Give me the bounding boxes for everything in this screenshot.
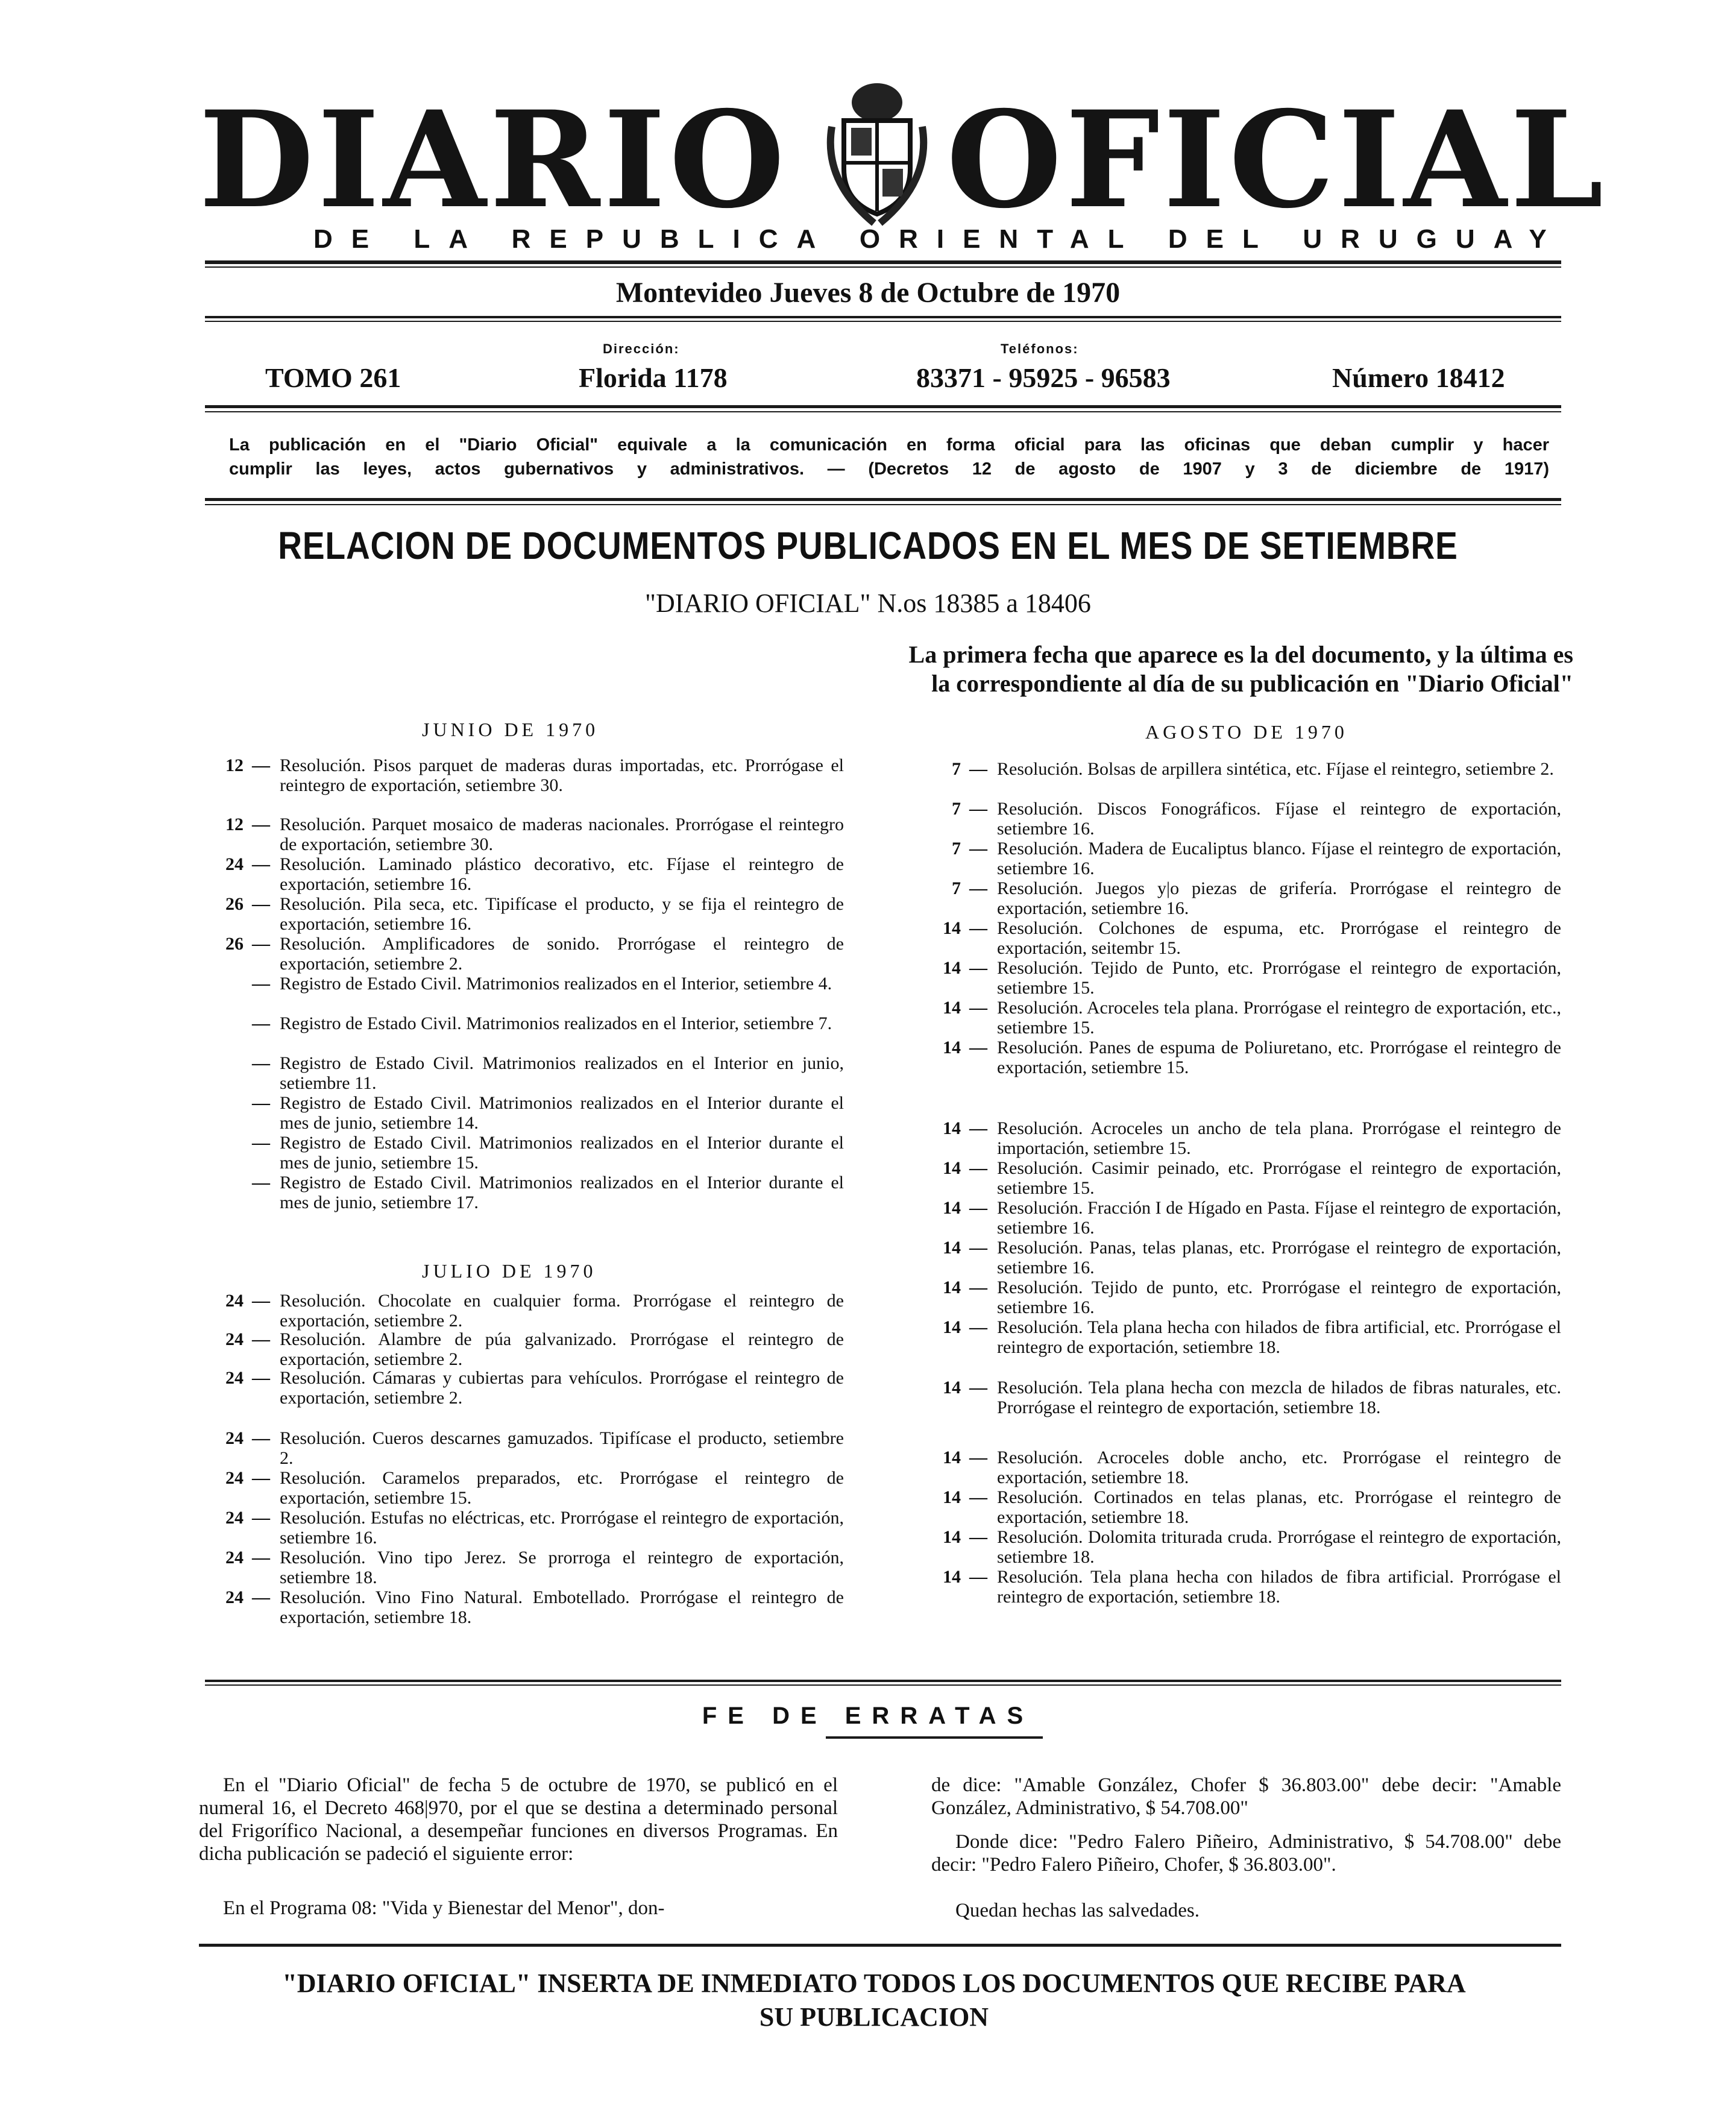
entry-text: Resolución. Bolsas de arpillera sintética, etc. Fíjase el reintegro, setiembre 2. [997,759,1554,779]
entry-text: Resolución. Amplificadores de sonido. Prorrógase el reintegro de exportación, setiembre 2. [280,934,844,974]
relacion-subtitle: "DIARIO OFICIAL" N.os 18385 a 18406 [645,588,1091,618]
entry-dash: — [969,918,987,938]
entry-dash: — [969,839,987,859]
entry-day: 14 [943,1158,961,1178]
rule [826,1736,1043,1739]
entry-day: 14 [943,1567,961,1587]
entry-day: 14 [943,998,961,1018]
entry-day: 26 [225,894,244,914]
entry-text: Registro de Estado Civil. Matrimonios realizados en el Interior, setiembre 7. [280,1013,832,1033]
entry-text: Resolución. Caramelos preparados, etc. Prorrógase el reintegro de exportación, setiembre 15. [280,1468,844,1508]
entry-dash: — [969,958,987,978]
entry-text: Registro de Estado Civil. Matrimonios realizados en el Interior, setiembre 4. [280,974,832,994]
entry-dash: — [252,1093,270,1113]
entry-text: Registro de Estado Civil. Matrimonios realizados en el Interior durante el mes de junio, setiembre 17. [280,1173,844,1212]
month-heading-agosto: AGOSTO DE 1970 [1145,721,1348,743]
erratas-left-p1: En el "Diario Oficial" de fecha 5 de octubre de 1970, se publicó en el numeral 16, el Decreto 468|970, por el que se destina a determinado personal del Frigorífico Nacional, a desempeñar funciones en diversos Programas. En dicha publicación se padeció el siguiente error: [199,1774,838,1865]
entry-text: Resolución. Tela plana hecha con hilados de fibra artificial. Prorrógase el reintegro de exportación, setiembre 18. [997,1567,1561,1607]
telefonos: 83371 - 95925 - 96583 [916,362,1171,393]
entry-dash: — [969,1158,987,1178]
entry-day: 24 [225,1468,244,1488]
rule [205,1680,1561,1682]
rule [205,405,1561,408]
entry-day: 24 [225,1508,244,1528]
numero: Número 18412 [1332,362,1505,393]
entry-text: Resolución. Estufas no eléctricas, etc. Prorrógase el reintegro de exportación, setiembre 16. [280,1508,844,1548]
entry-dash: — [969,1118,987,1138]
entry-dash: — [252,1329,270,1349]
entry-day: 24 [225,1368,244,1388]
entry-text: Resolución. Vino tipo Jerez. Se prorroga el reintegro de exportación, setiembre 18. [280,1548,844,1587]
relacion-note [790,640,1573,698]
entry-dash: — [969,1527,987,1547]
rule [205,260,1561,264]
entry-text: Resolución. Juegos y|o piezas de grifería. Prorrógase el reintegro de exportación, setiembre 16. [997,878,1561,918]
entry-dash: — [969,799,987,819]
entry-day: 14 [943,958,961,978]
masthead-title-right: OFICIAL [946,81,1608,238]
entry-day: 12 [225,755,244,775]
entry-text: Resolución. Tela plana hecha con mezcla de hilados de fibras naturales, etc. Prorrógase el reintegro de exportación, setiembre 18. [997,1378,1561,1417]
month-heading-junio: JUNIO DE 1970 [422,719,599,740]
entry-dash: — [252,1468,270,1488]
entry-day: 14 [943,918,961,938]
rule [205,321,1561,322]
entry-text: Resolución. Panas, telas planas, etc. Prorrógase el reintegro de exportación, setiembre 16. [997,1238,1561,1278]
entry-day: 14 [943,1278,961,1297]
entry-dash: — [252,1291,270,1311]
entry-day: 24 [225,1428,244,1448]
rule [199,1944,1561,1947]
rule [205,316,1561,318]
footer-line-1: "DIARIO OFICIAL" INSERTA DE INMEDIATO TODOS LOS DOCUMENTOS QUE RECIBE PARA [282,1968,1466,1998]
entry-day: 14 [943,1527,961,1547]
rule [205,411,1561,412]
entry-day: 7 [952,878,961,898]
entry-text: Resolución. Alambre de púa galvanizado. Prorrógase el reintegro de exportación, setiembre 2. [280,1329,844,1369]
entry-dash: — [969,878,987,898]
erratas-right-p3: Quedan hechas las salvedades. [955,1900,1200,1921]
entry-day: 7 [952,839,961,859]
relacion-note-line-2: la correspondiente al día de su publicación en "Diario Oficial" [931,670,1573,697]
entry-day: 24 [225,1548,244,1568]
entry-dash: — [252,815,270,834]
entry-text: Resolución. Cueros descarnes gamuzados. Tipifícase el producto, setiembre 2. [280,1428,844,1468]
entry-dash: — [252,1013,270,1033]
entry-day: 14 [943,1238,961,1258]
entry-dash: — [969,1378,987,1398]
entry-day: 14 [943,1448,961,1467]
direccion-label: Dirección: [603,341,680,356]
date-line: Montevideo Jueves 8 de Octubre de 1970 [615,277,1121,309]
entry-text: Resolución. Cámaras y cubiertas para vehículos. Prorrógase el reintegro de exportación, setiembre 2. [280,1368,844,1408]
entry-day: 24 [225,1587,244,1607]
coat-of-arms-icon [820,78,934,229]
entry-dash: — [252,1368,270,1388]
tomo: TOMO 261 [265,362,401,393]
entry-dash: — [969,1448,987,1467]
entry-text: Resolución. Fracción I de Hígado en Pasta. Fíjase el reintegro de exportación, setiembre 16. [997,1198,1561,1238]
entry-dash: — [252,1548,270,1568]
notice-line-2: cumplir las leyes, actos gubernativos y administrativos. — (Decretos 12 de agosto de 1907 y 3 de diciembre de 1917) [229,459,1549,479]
entry-day: 24 [225,1291,244,1311]
entry-dash: — [252,1133,270,1153]
masthead-subtitle: DE LA REPUBLICA ORIENTAL DEL URUGUAY [313,224,1565,254]
entry-day: 24 [225,854,244,874]
entry-text: Resolución. Acroceles tela plana. Prorrógase el reintegro de exportación, etc., setiembre 15. [997,998,1561,1038]
masthead-title-left: DIARIO [199,81,788,238]
entry-text: Resolución. Pila seca, etc. Tipifícase el producto, y se fija el reintegro de exportación, setiembre 16. [280,894,844,934]
entry-text: Resolución. Tela plana hecha con hilados de fibra artificial, etc. Prorrógase el reintegro de exportación, setiembre 18. [997,1317,1561,1357]
entry-day: 14 [943,1038,961,1057]
entry-text: Resolución. Colchones de espuma, etc. Prorrógase el reintegro de exportación, seitembr 15. [997,918,1561,958]
entry-text: Resolución. Casimir peinado, etc. Prorrógase el reintegro de exportación, setiembre 15. [997,1158,1561,1198]
entry-dash: — [252,1173,270,1193]
entry-text: Registro de Estado Civil. Matrimonios realizados en el Interior en junio, setiembre 11. [280,1053,844,1093]
telefonos-label: Teléfonos: [1001,341,1079,356]
entry-dash: — [969,1038,987,1057]
entry-day: 14 [943,1118,961,1138]
entry-day: 7 [952,759,961,779]
entry-dash: — [252,1508,270,1528]
entry-text: Resolución. Tejido de Punto, etc. Prorrógase el reintegro de exportación, setiembre 15. [997,958,1561,998]
relacion-title: RELACION DE DOCUMENTOS PUBLICADOS EN EL MES DE SETIEMBRE [278,524,1458,567]
entry-text: Resolución. Laminado plástico decorativo, etc. Fíjase el reintegro de exportación, setiembre 16. [280,854,844,894]
relacion-note-line-1: La primera fecha que aparece es la del documento, y la última es [908,641,1573,668]
entry-day: 14 [943,1317,961,1337]
rule [205,1684,1561,1686]
entry-text: Resolución. Cortinados en telas planas, etc. Prorrógase el reintegro de exportación, setiembre 18. [997,1487,1561,1527]
entry-dash: — [252,934,270,954]
masthead [199,81,1608,238]
entry-text: Registro de Estado Civil. Matrimonios realizados en el Interior durante el mes de junio, setiembre 14. [280,1093,844,1133]
entry-day: 14 [943,1198,961,1218]
entry-day: 24 [225,1329,244,1349]
erratas-left-p2: En el Programa 08: "Vida y Bienestar del Menor", don- [223,1897,665,1919]
entry-day: 12 [225,815,244,834]
entry-dash: — [252,854,270,874]
month-heading-julio: JULIO DE 1970 [422,1260,597,1282]
entry-day: 14 [943,1487,961,1507]
entry-text: Resolución. Acroceles doble ancho, etc. Prorrógase el reintegro de exportación, setiembre 18. [997,1448,1561,1487]
entry-text: Resolución. Dolomita triturada cruda. Prorrógase el reintegro de exportación, setiembre 18. [997,1527,1561,1567]
entry-dash: — [252,1053,270,1073]
legal-notice [229,433,1549,481]
entry-day: 7 [952,799,961,819]
entry-dash: — [969,1317,987,1337]
entry-text: Resolución. Parquet mosaico de maderas nacionales. Prorrógase el reintegro de exportación, setiembre 30. [280,815,844,854]
entry-dash: — [969,1487,987,1507]
entry-dash: — [969,1278,987,1297]
entry-text: Resolución. Chocolate en cualquier forma. Prorrógase el reintegro de exportación, setiembre 2. [280,1291,844,1331]
rule [205,498,1561,501]
entry-text: Resolución. Tejido de punto, etc. Prorrógase el reintegro de exportación, setiembre 16. [997,1278,1561,1317]
footer-line-2: SU PUBLICACION [759,2002,989,2032]
rule [205,266,1561,268]
entry-dash: — [252,974,270,994]
entry-day: 26 [225,934,244,954]
notice-line-1: La publicación en el "Diario Oficial" equivale a la comunicación en forma oficial para las oficinas que deban cumplir y hacer [229,435,1549,455]
entry-dash: — [252,755,270,775]
erratas-right-p1: de dice: "Amable González, Chofer $ 36.803.00" debe decir: "Amable González, Administrativo, $ 54.708.00" [931,1774,1561,1819]
entry-day: 14 [943,1378,961,1398]
entry-dash: — [252,894,270,914]
entry-text: Resolución. Panes de espuma de Poliuretano, etc. Prorrógase el reintegro de exportación, setiembre 15. [997,1038,1561,1077]
entry-text: Resolución. Discos Fonográficos. Fíjase el reintegro de exportación, setiembre 16. [997,799,1561,839]
entry-dash: — [252,1428,270,1448]
erratas-right-p2: Donde dice: "Pedro Falero Piñeiro, Administrativo, $ 54.708.00" debe decir: "Pedro Falero Piñeiro, Chofer, $ 36.803.00". [931,1831,1561,1876]
entry-text: Resolución. Vino Fino Natural. Embotellado. Prorrógase el reintegro de exportación, setiembre 18. [280,1587,844,1627]
entry-text: Resolución. Madera de Eucaliptus blanco. Fíjase el reintegro de exportación, setiembre 16. [997,839,1561,878]
fe-de-erratas-title: FE DE ERRATAS [702,1703,1034,1729]
entry-dash: — [969,1238,987,1258]
direccion: Florida 1178 [579,362,728,393]
entry-text: Resolución. Acroceles un ancho de tela plana. Prorrógase el reintegro de importación, setiembre 15. [997,1118,1561,1158]
entry-dash: — [252,1587,270,1607]
entry-dash: — [969,998,987,1018]
entry-dash: — [969,1198,987,1218]
footer-notice [199,1967,1549,2034]
entry-dash: — [969,1567,987,1587]
entry-dash: — [969,759,987,779]
rule [205,504,1561,505]
entry-text: Resolución. Pisos parquet de maderas duras importadas, etc. Prorrógase el reintegro de exportación, setiembre 30. [280,755,844,795]
entry-text: Registro de Estado Civil. Matrimonios realizados en el Interior durante el mes de junio, setiembre 15. [280,1133,844,1173]
